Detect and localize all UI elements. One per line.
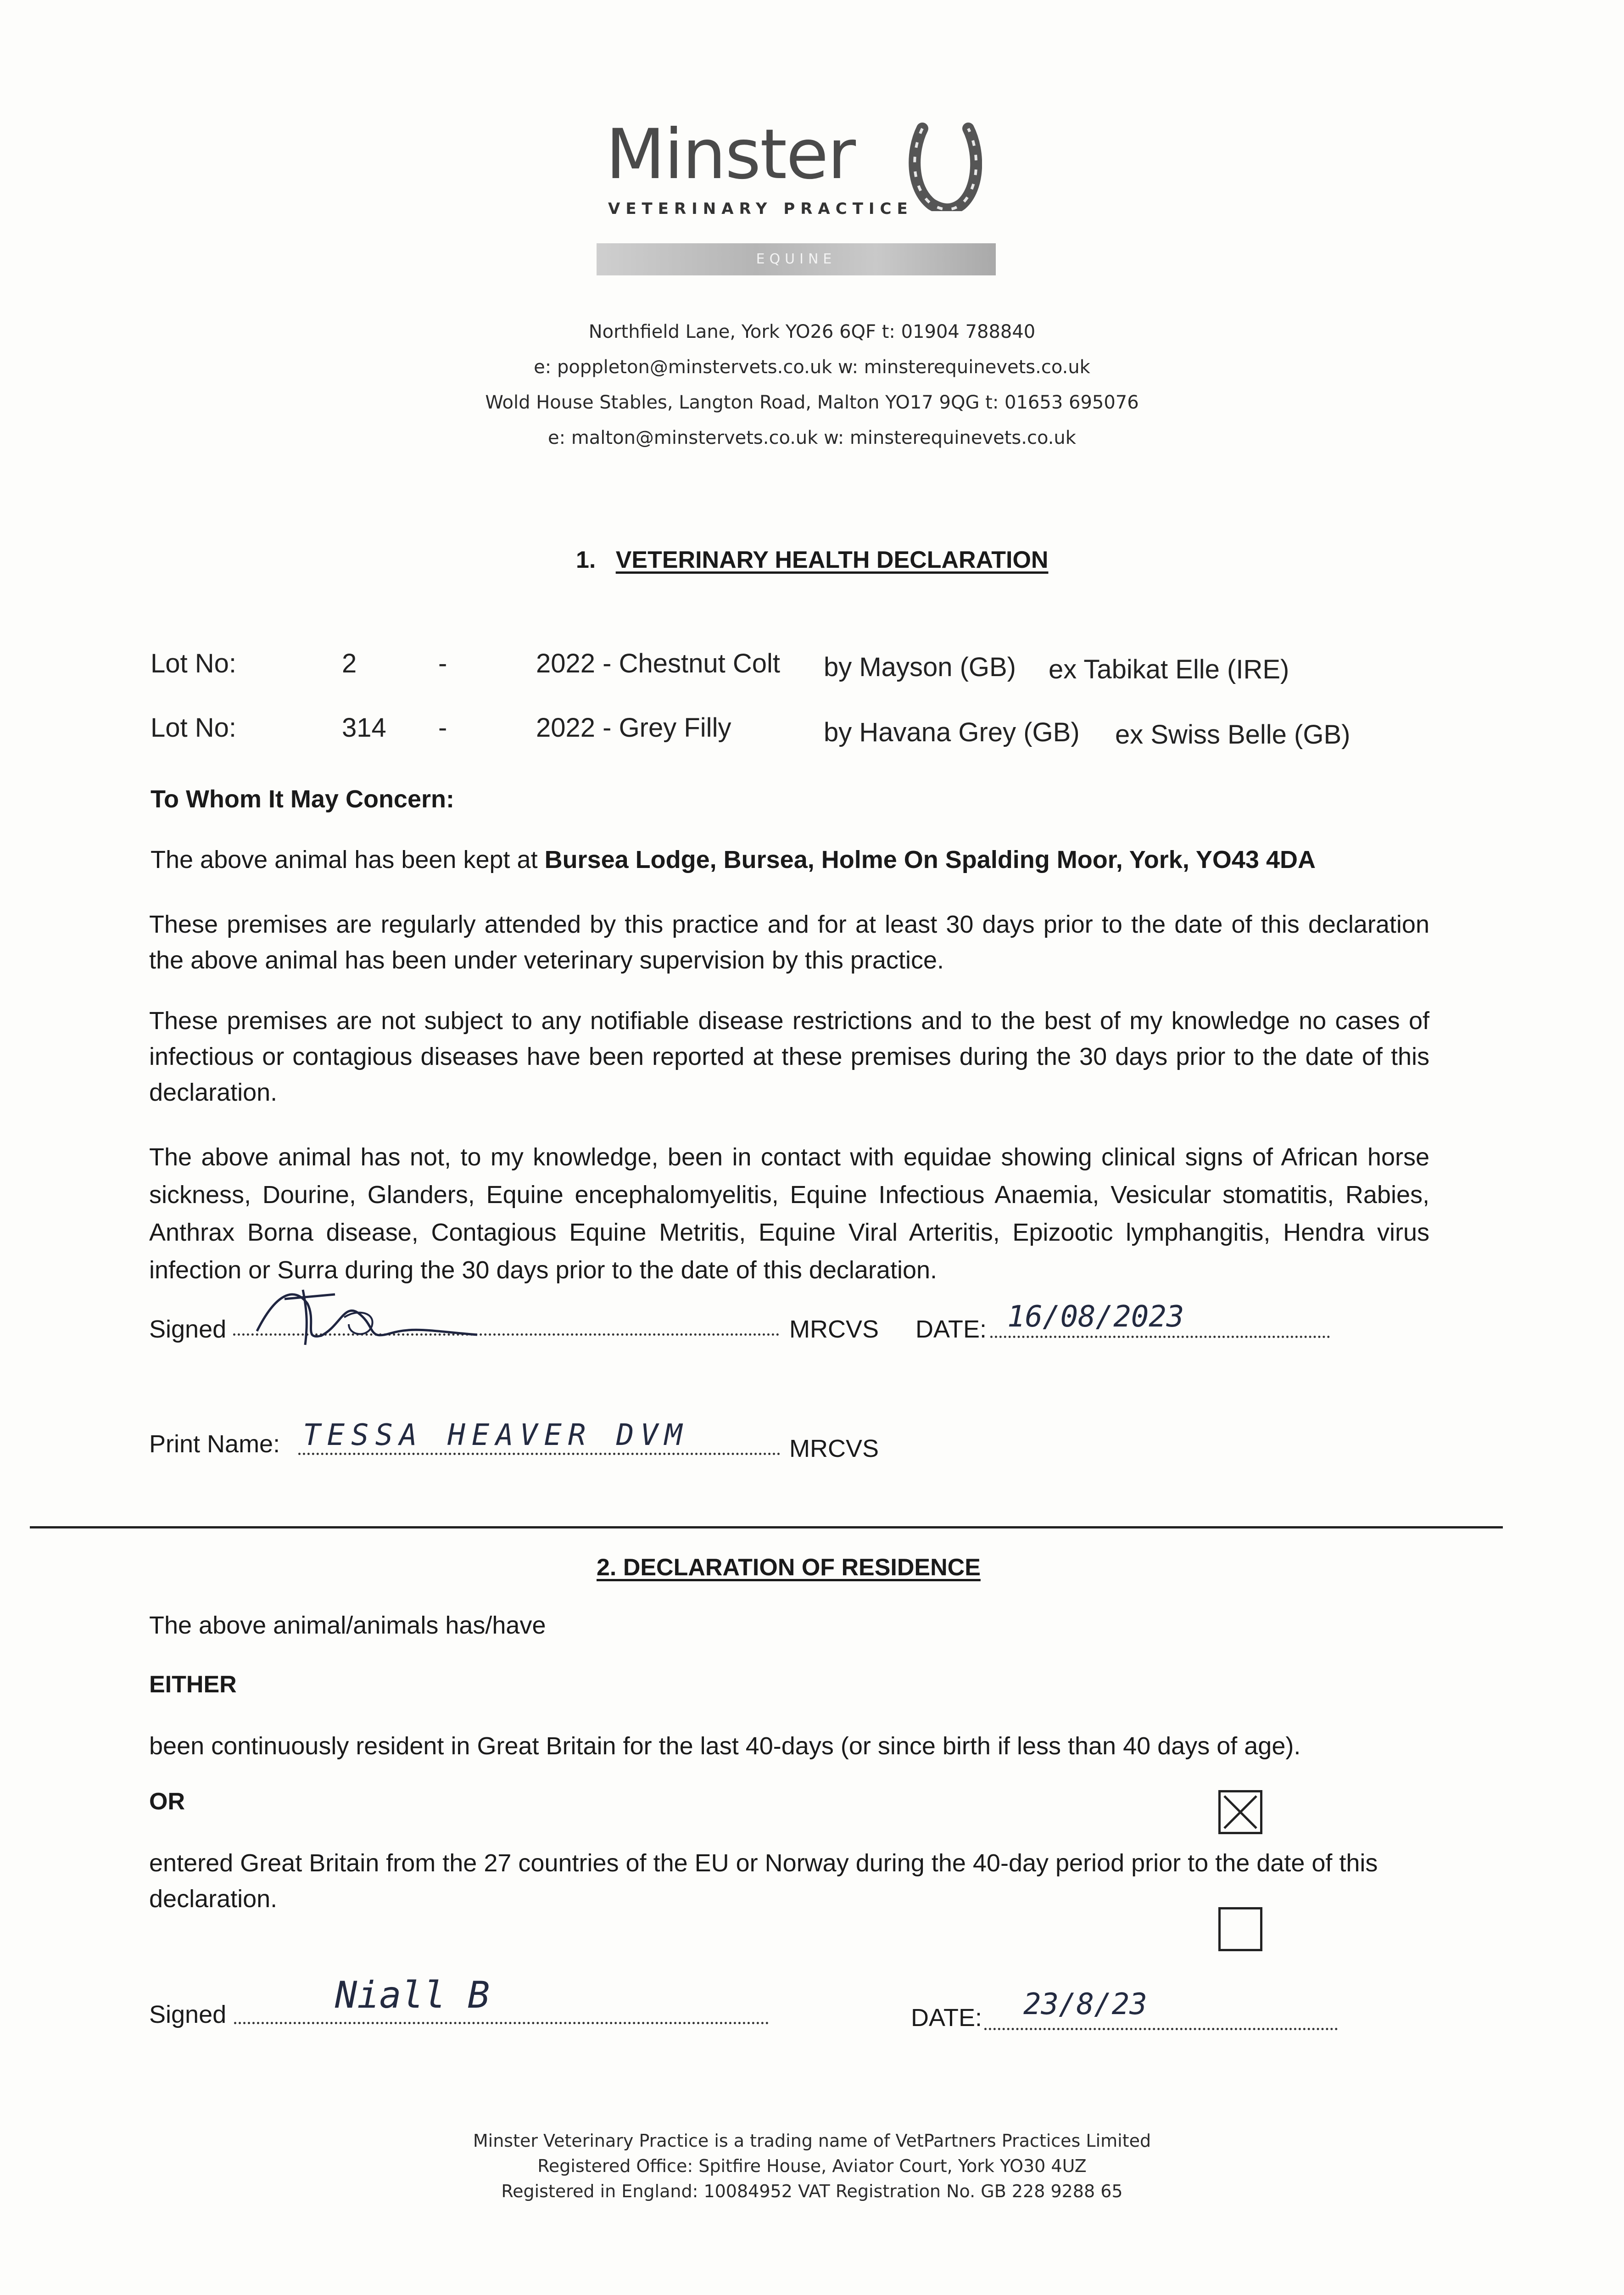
owner-signature: Niall B xyxy=(335,1974,490,2016)
lot-number: 314 xyxy=(342,713,386,743)
section2-heading: 2. DECLARATION OF RESIDENCE xyxy=(597,1554,981,1581)
vet-signed-label: Signed xyxy=(149,1315,227,1343)
vet-date-line xyxy=(990,1336,1330,1338)
logo-subtitle: VETERINARY PRACTICE xyxy=(608,200,913,218)
either-label: EITHER xyxy=(149,1671,237,1698)
residence-intro: The above animal/animals has/have xyxy=(149,1612,546,1639)
lot-dash: - xyxy=(438,713,447,743)
owner-date-label: DATE: xyxy=(911,2004,982,2032)
lot-description: 2022 - Grey Filly xyxy=(536,713,731,743)
print-name-mrcvs: MRCVS xyxy=(789,1435,879,1462)
logo-wordmark: Minster xyxy=(606,115,855,195)
address-line: Northfield Lane, York YO26 6QF t: 01904 788840 xyxy=(588,321,1036,342)
lot-sire: by Mayson (GB) xyxy=(824,652,1016,682)
lot-dash: - xyxy=(438,649,447,678)
footer-line: Registered Office: Spitfire House, Aviator Court, York YO30 4UZ xyxy=(537,2156,1087,2176)
owner-date-line xyxy=(984,2028,1338,2030)
paragraph-supervision: These premises are regularly attended by this practice and for at least 30 days prior to the date of this declaration the above animal has been under veterinary supervision by this practice. xyxy=(149,911,1429,974)
paragraph-restrictions: These premises are not subject to any notifiable disease restrictions and to the best of my knowledge no cases of infectious or contagious diseases have been reported at these premises during the 30 days prior to the date of this declaration. xyxy=(149,1007,1429,1106)
lot-label: Lot No: xyxy=(151,713,236,743)
owner-date-value: 23/8/23 xyxy=(1023,1987,1147,2021)
address-line: Wold House Stables, Langton Road, Malton YO17 9QG t: 01653 695076 xyxy=(485,392,1139,413)
vet-date-label: DATE: xyxy=(915,1315,987,1343)
paragraph-diseases: The above animal has not, to my knowledge, been in contact with equidae showing clinical signs of African horse sickness, Dourine, Glanders, Equine encephalomyelitis, Equine Infectious Anaemia, Vesicular stomatitis, Rabies, Anthrax Borna disease, Contagious Equine Metritis, Equine Viral Arteritis, Epizootic lymphangitis, Hendra virus infection or Surra during the 30 days prior to the date of this declaration. xyxy=(149,1143,1429,1284)
residence-checkbox-2[interactable] xyxy=(1218,1907,1262,1951)
horseshoe-icon xyxy=(909,119,982,211)
print-name-value: TESSA HEAVER DVM xyxy=(303,1418,689,1452)
salutation: To Whom It May Concern: xyxy=(151,785,454,813)
lot-description: 2022 - Chestnut Colt xyxy=(536,649,780,678)
print-name-label: Print Name: xyxy=(149,1430,280,1458)
logo-band: EQUINE xyxy=(597,243,996,275)
address-line: e: malton@minstervets.co.uk w: minsterequinevets.co.uk xyxy=(548,427,1076,448)
vet-date-value: 16/08/2023 xyxy=(1007,1300,1184,1334)
vet-mrcvs: MRCVS xyxy=(789,1315,879,1343)
section1-heading xyxy=(576,546,1048,574)
section1-number: 1. xyxy=(576,547,596,573)
residence-option-1: been continuously resident in Great Britain for the last 40-days (or since birth if less than 40 days of age). xyxy=(149,1732,1301,1760)
checkbox-cross-icon xyxy=(1221,1792,1260,1832)
lot-dam: ex Tabikat Elle (IRE) xyxy=(1049,655,1289,684)
residence-option-2: entered Great Britain from the 27 countries of the EU or Norway during the 40-day period prior to the date of this declaration. xyxy=(149,1849,1378,1913)
print-name-line xyxy=(298,1453,780,1455)
kept-at-line xyxy=(151,845,1316,874)
lot-number: 2 xyxy=(342,649,357,678)
vet-signature xyxy=(239,1276,496,1354)
or-label: OR xyxy=(149,1788,185,1815)
kept-at-prefix: The above animal has been kept at xyxy=(151,846,545,873)
footer-line: Minster Veterinary Practice is a trading name of VetPartners Practices Limited xyxy=(473,2131,1151,2151)
lot-label: Lot No: xyxy=(151,649,236,678)
section-divider xyxy=(30,1526,1503,1528)
lot-sire: by Havana Grey (GB) xyxy=(824,717,1080,747)
lot-dam: ex Swiss Belle (GB) xyxy=(1115,720,1351,750)
residence-checkbox-1[interactable] xyxy=(1218,1790,1262,1834)
address-line: e: poppleton@minstervets.co.uk w: minsterequinevets.co.uk xyxy=(534,357,1090,378)
footer-line: Registered in England: 10084952 VAT Registration No. GB 228 9288 65 xyxy=(501,2181,1123,2201)
kept-at-address: Bursea Lodge, Bursea, Holme On Spalding Moor, York, YO43 4DA xyxy=(544,846,1316,873)
owner-signature-line xyxy=(234,2022,769,2024)
owner-signed-label: Signed xyxy=(149,2001,227,2028)
section1-title: VETERINARY HEALTH DECLARATION xyxy=(615,547,1049,573)
